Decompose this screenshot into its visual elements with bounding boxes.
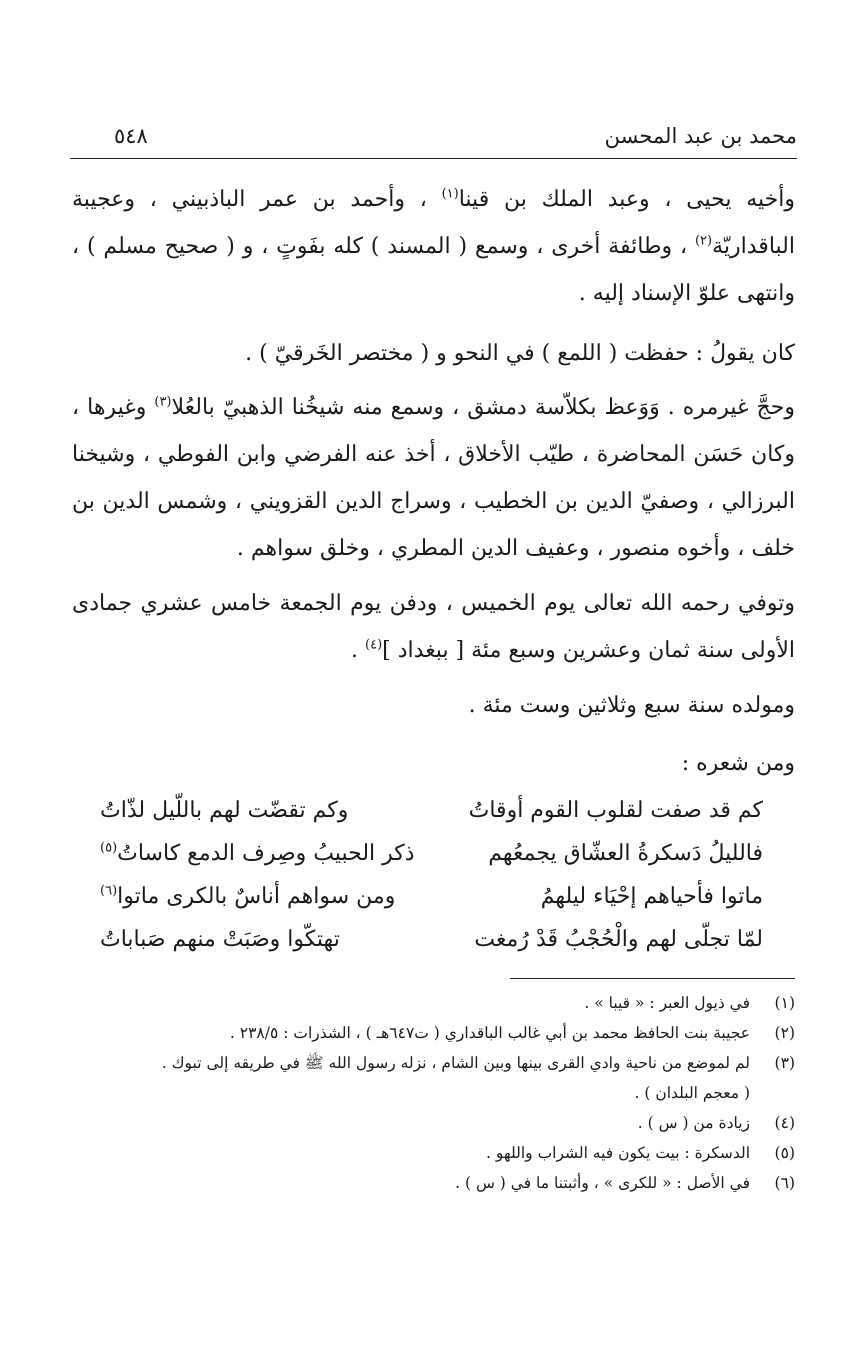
hemistich-first: كم قد صفت لقلوب القوم أوقاتُ <box>468 798 763 823</box>
hemistich-first: فالليلُ دَسكرةُ العشّاق يجمعُهم <box>488 841 763 866</box>
poem-verse <box>100 884 763 927</box>
paragraph-birth: ومولده سنة سبع وثلاثين وست مئة . <box>468 693 795 718</box>
hemistich-text: ومن سواهم أناسٌ بالكرى ماتوا <box>117 884 396 909</box>
footnote <box>72 1048 795 1108</box>
paragraph-teachers <box>72 176 795 317</box>
footnote-separator <box>510 978 795 979</box>
paragraph-memorized: كان يقولُ : حفظت ( اللمع ) في النحو و ( مختصر الخَرقيّ ) . <box>245 341 795 366</box>
hemistich-first: لمّا تجلّى لهم والْحُجْبُ قَدْ رُمغت <box>474 927 763 952</box>
footnote <box>72 1168 795 1198</box>
poem-verse <box>100 841 763 884</box>
paragraph-poetry-intro: ومن شعره : <box>681 751 795 776</box>
footnote <box>72 1018 795 1048</box>
footnote-number: (٤) <box>774 1114 795 1132</box>
hemistich-second <box>100 798 348 823</box>
footnote <box>72 1138 795 1168</box>
hemistich-text: وكم تقضّت لهم باللّيل لذّاتُ <box>100 798 349 823</box>
footnote-number: (٥) <box>774 1144 795 1162</box>
poem-verse <box>100 927 763 970</box>
text-run: وتوفي رحمه الله تعالى يوم الخميس ، ودفن يوم الجمعة خامس عشري جمادى الأولى سنة ثمان وعشرين وسبع مئة [ ببغداد ] <box>72 591 795 663</box>
footnote-ref: (٥) <box>100 840 118 856</box>
hemistich-second <box>100 884 395 909</box>
hemistich-second <box>100 927 340 952</box>
hemistich-text: تهتكّوا وصَبَتْ منهم صَباباتُ <box>100 927 340 952</box>
footnote-ref: (٢) <box>694 233 713 249</box>
footnote-ref: (١) <box>441 186 459 202</box>
footnote-text: الدسكرة : بيت يكون فيه الشراب واللهو . <box>486 1144 750 1162</box>
text-run: وغيرها ، وكان حَسَن المحاضرة ، طيّب الأخلاق ، أخذ عنه الفرضي وابن الفوطي ، وشيخنا البرزالي ، وصفيّ الدين بن الخطيب ، وسراج الدين القزويني ، وشمس الدين بن خلف ، وأخوه منصور ، وعفيف الدين المطري ، وخلق سواهم . <box>72 395 795 561</box>
footnote-ref: (٦) <box>100 883 118 899</box>
poem-verse <box>100 798 763 841</box>
running-header <box>70 124 797 159</box>
footnote-number: (١) <box>774 994 795 1012</box>
footnote-text: في ذيول العبر : « قيبا » . <box>584 994 750 1012</box>
footnote <box>72 988 795 1018</box>
footnote-ref: (٤) <box>365 637 383 653</box>
footnotes <box>72 988 795 1198</box>
footnote-number: (٢) <box>774 1024 795 1042</box>
text-run: ، وأحمد بن عمر الباذبيني ، وعجيبة الباقداريّة <box>72 187 795 259</box>
footnote-ref: (٣) <box>154 394 172 410</box>
text-run: وأخيه يحيى ، وعبد الملك بن قينا <box>458 187 796 212</box>
footnote-number: (٣) <box>774 1054 795 1072</box>
paragraph-hajj <box>72 384 795 572</box>
footnote <box>72 1108 795 1138</box>
footnote-text: لم لموضع من ناحية وادي القرى بينها وبين الشام ، نزله رسول الله ﷺ في طريقه إلى تبوك . <box>161 1054 750 1072</box>
footnote-continuation: ( معجم البلدان ) . <box>634 1084 750 1102</box>
paragraph-death <box>72 580 795 674</box>
footnote-text: زيادة من ( س ) . <box>637 1114 750 1132</box>
poem <box>100 798 763 970</box>
running-title: محمد بن عبد المحسن <box>604 124 797 148</box>
footnote-text: في الأصل : « للكرى » ، وأثبتنا ما في ( س ) . <box>455 1174 750 1192</box>
hemistich-text: ذكر الحبيبُ وصِرف الدمع كاساتُ <box>117 841 415 866</box>
page-number: ٥٤٨ <box>114 124 148 148</box>
text-run: وحجَّ غيرمره . وَوَعظ بكلاّسة دمشق ، وسمع منه شيخُنا الذهبيّ بالعُلا <box>171 395 795 420</box>
text-run: . <box>351 638 366 663</box>
hemistich-first: ماتوا فأحياهم إحْيَاء ليلهمُ <box>540 884 763 909</box>
hemistich-second <box>100 841 415 866</box>
text-run: ، وطائفة أخرى ، وسمع ( المسند ) كله بفَوتٍ ، و ( صحيح مسلم ) ، وانتهى علوّ الإسناد إليه . <box>72 234 795 306</box>
footnote-number: (٦) <box>774 1174 795 1192</box>
footnote-text: عجيبة بنت الحافظ محمد بن أبي غالب الباقداري ( ت٦٤٧هـ ) ، الشذرات : ٢٣٨/٥ . <box>229 1024 750 1042</box>
